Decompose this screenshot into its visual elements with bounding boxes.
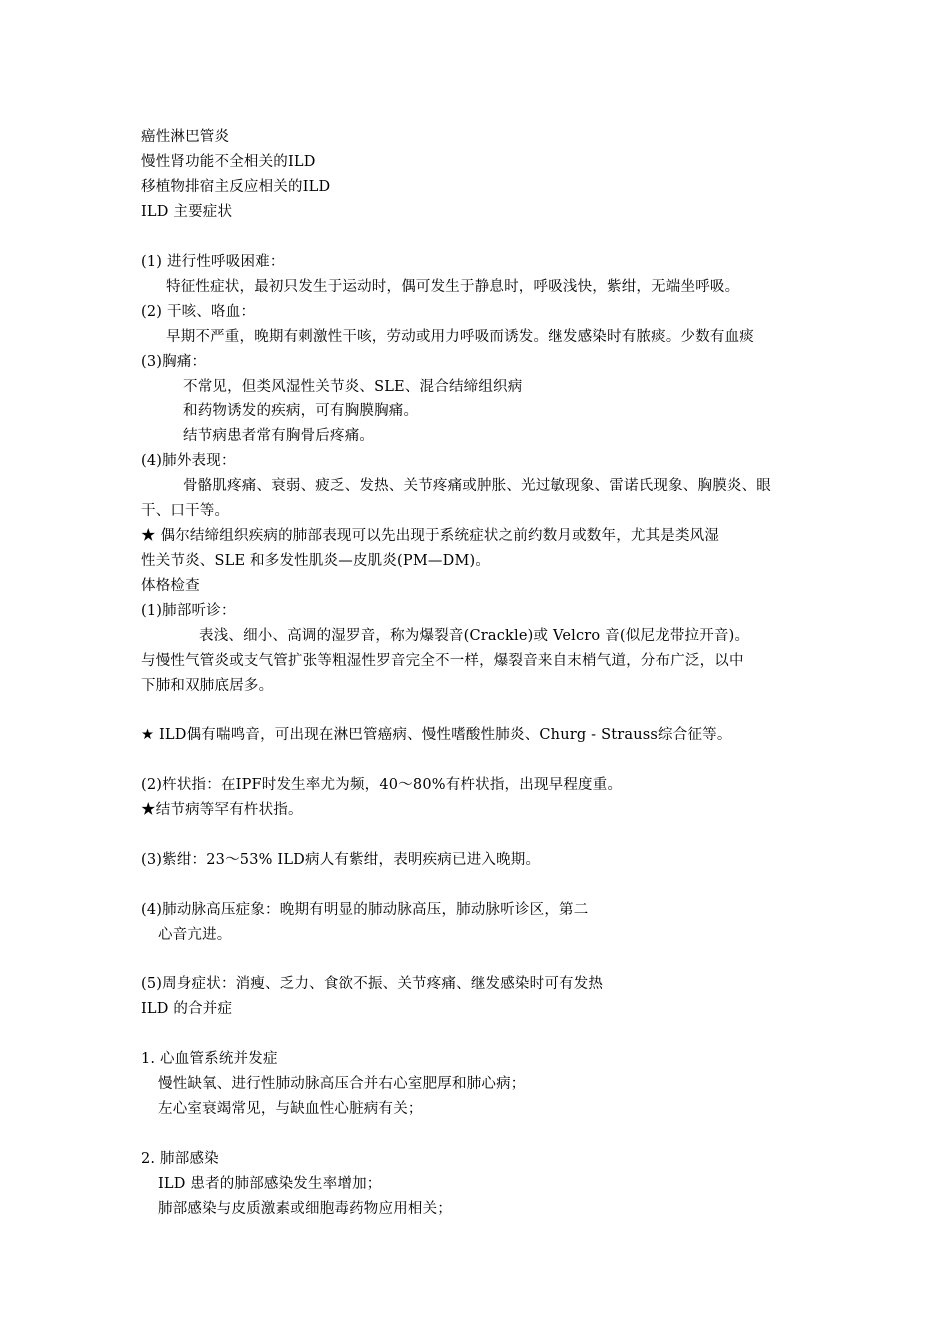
text-line: (1) 进行性呼吸困难： <box>141 254 285 270</box>
text-line: (4)肺外表现： <box>141 453 236 469</box>
text-line: 干、口干等。 <box>141 503 230 519</box>
section-heading: 体格检查 <box>141 578 200 594</box>
text-line: ★ 偶尔结缔组织疾病的肺部表现可以先出现于系统症状之前约数月或数年，尤其是类风湿 <box>141 528 720 544</box>
text-line: 2. 肺部感染 <box>141 1151 219 1167</box>
text-line: ★结节病等罕有杵状指。 <box>141 802 303 818</box>
text-line: ★ ILD偶有喘鸣音，可出现在淋巴管癌病、慢性嗜酸性肺炎、Churg - Strauss综合征等。 <box>141 727 732 743</box>
section-heading: ILD 主要症状 <box>141 204 233 220</box>
text-line: 不常见，但类风湿性关节炎、SLE、混合结缔组织病 <box>183 379 523 395</box>
text-line: 1. 心血管系统并发症 <box>141 1051 278 1067</box>
text-line: 慢性肾功能不全相关的ILD <box>141 154 316 170</box>
text-line: 慢性缺氧、进行性肺动脉高压合并右心室肥厚和肺心病； <box>158 1076 526 1092</box>
text-line: (4)肺动脉高压症象：晚期有明显的肺动脉高压，肺动脉听诊区，第二 <box>141 902 589 918</box>
text-line: 和药物诱发的疾病，可有胸膜胸痛。 <box>183 403 419 419</box>
text-line: 下肺和双肺底居多。 <box>141 678 274 694</box>
text-line: (5)周身症状：消瘦、乏力、食欲不振、关节疼痛、继发感染时可有发热 <box>141 976 604 992</box>
text-line: 特征性症状，最初只发生于运动时，偶可发生于静息时，呼吸浅快，紫绀，无端坐呼吸。 <box>166 279 740 295</box>
text-line: 结节病患者常有胸骨后疼痛。 <box>183 428 375 444</box>
text-line: 骨骼肌疼痛、衰弱、疲乏、发热、关节疼痛或肿胀、光过敏现象、雷诺氏现象、胸膜炎、眼 <box>183 478 771 494</box>
text-line: 早期不严重，晚期有刺激性干咳，劳动或用力呼吸而诱发。继发感染时有脓痰。少数有血痰 <box>166 329 754 345</box>
text-line: (2)杵状指：在IPF时发生率尤为频，40～80%有杵状指，出现早程度重。 <box>141 777 623 793</box>
text-line: 心音亢进。 <box>158 927 232 943</box>
section-heading: ILD 的合并症 <box>141 1001 233 1017</box>
text-line: 表浅、细小、高调的湿罗音，称为爆裂音(Crackle)或 Velcro 音(似尼龙带拉开音)。 <box>199 628 750 644</box>
text-line: (1)肺部听诊： <box>141 603 236 619</box>
text-line: ILD 患者的肺部感染发生率增加； <box>158 1176 382 1192</box>
text-line: 癌性淋巴管炎 <box>141 129 230 145</box>
text-line: (2) 干咳、咯血： <box>141 304 256 320</box>
text-line: 肺部感染与皮质激素或细胞毒药物应用相关； <box>158 1201 452 1217</box>
text-line: 移植物排宿主反应相关的ILD <box>141 179 331 195</box>
text-line: 性关节炎、SLE 和多发性肌炎—皮肌炎(PM—DM)。 <box>141 553 491 569</box>
text-line: 左心室衰竭常见，与缺血性心脏病有关； <box>158 1101 423 1117</box>
text-line: (3)紫绀：23～53% ILD病人有紫绀，表明疾病已进入晚期。 <box>141 852 541 868</box>
text-line: 与慢性气管炎或支气管扩张等粗湿性罗音完全不一样，爆裂音来自末梢气道，分布广泛，以中 <box>141 653 744 669</box>
text-line: (3)胸痛： <box>141 354 207 370</box>
